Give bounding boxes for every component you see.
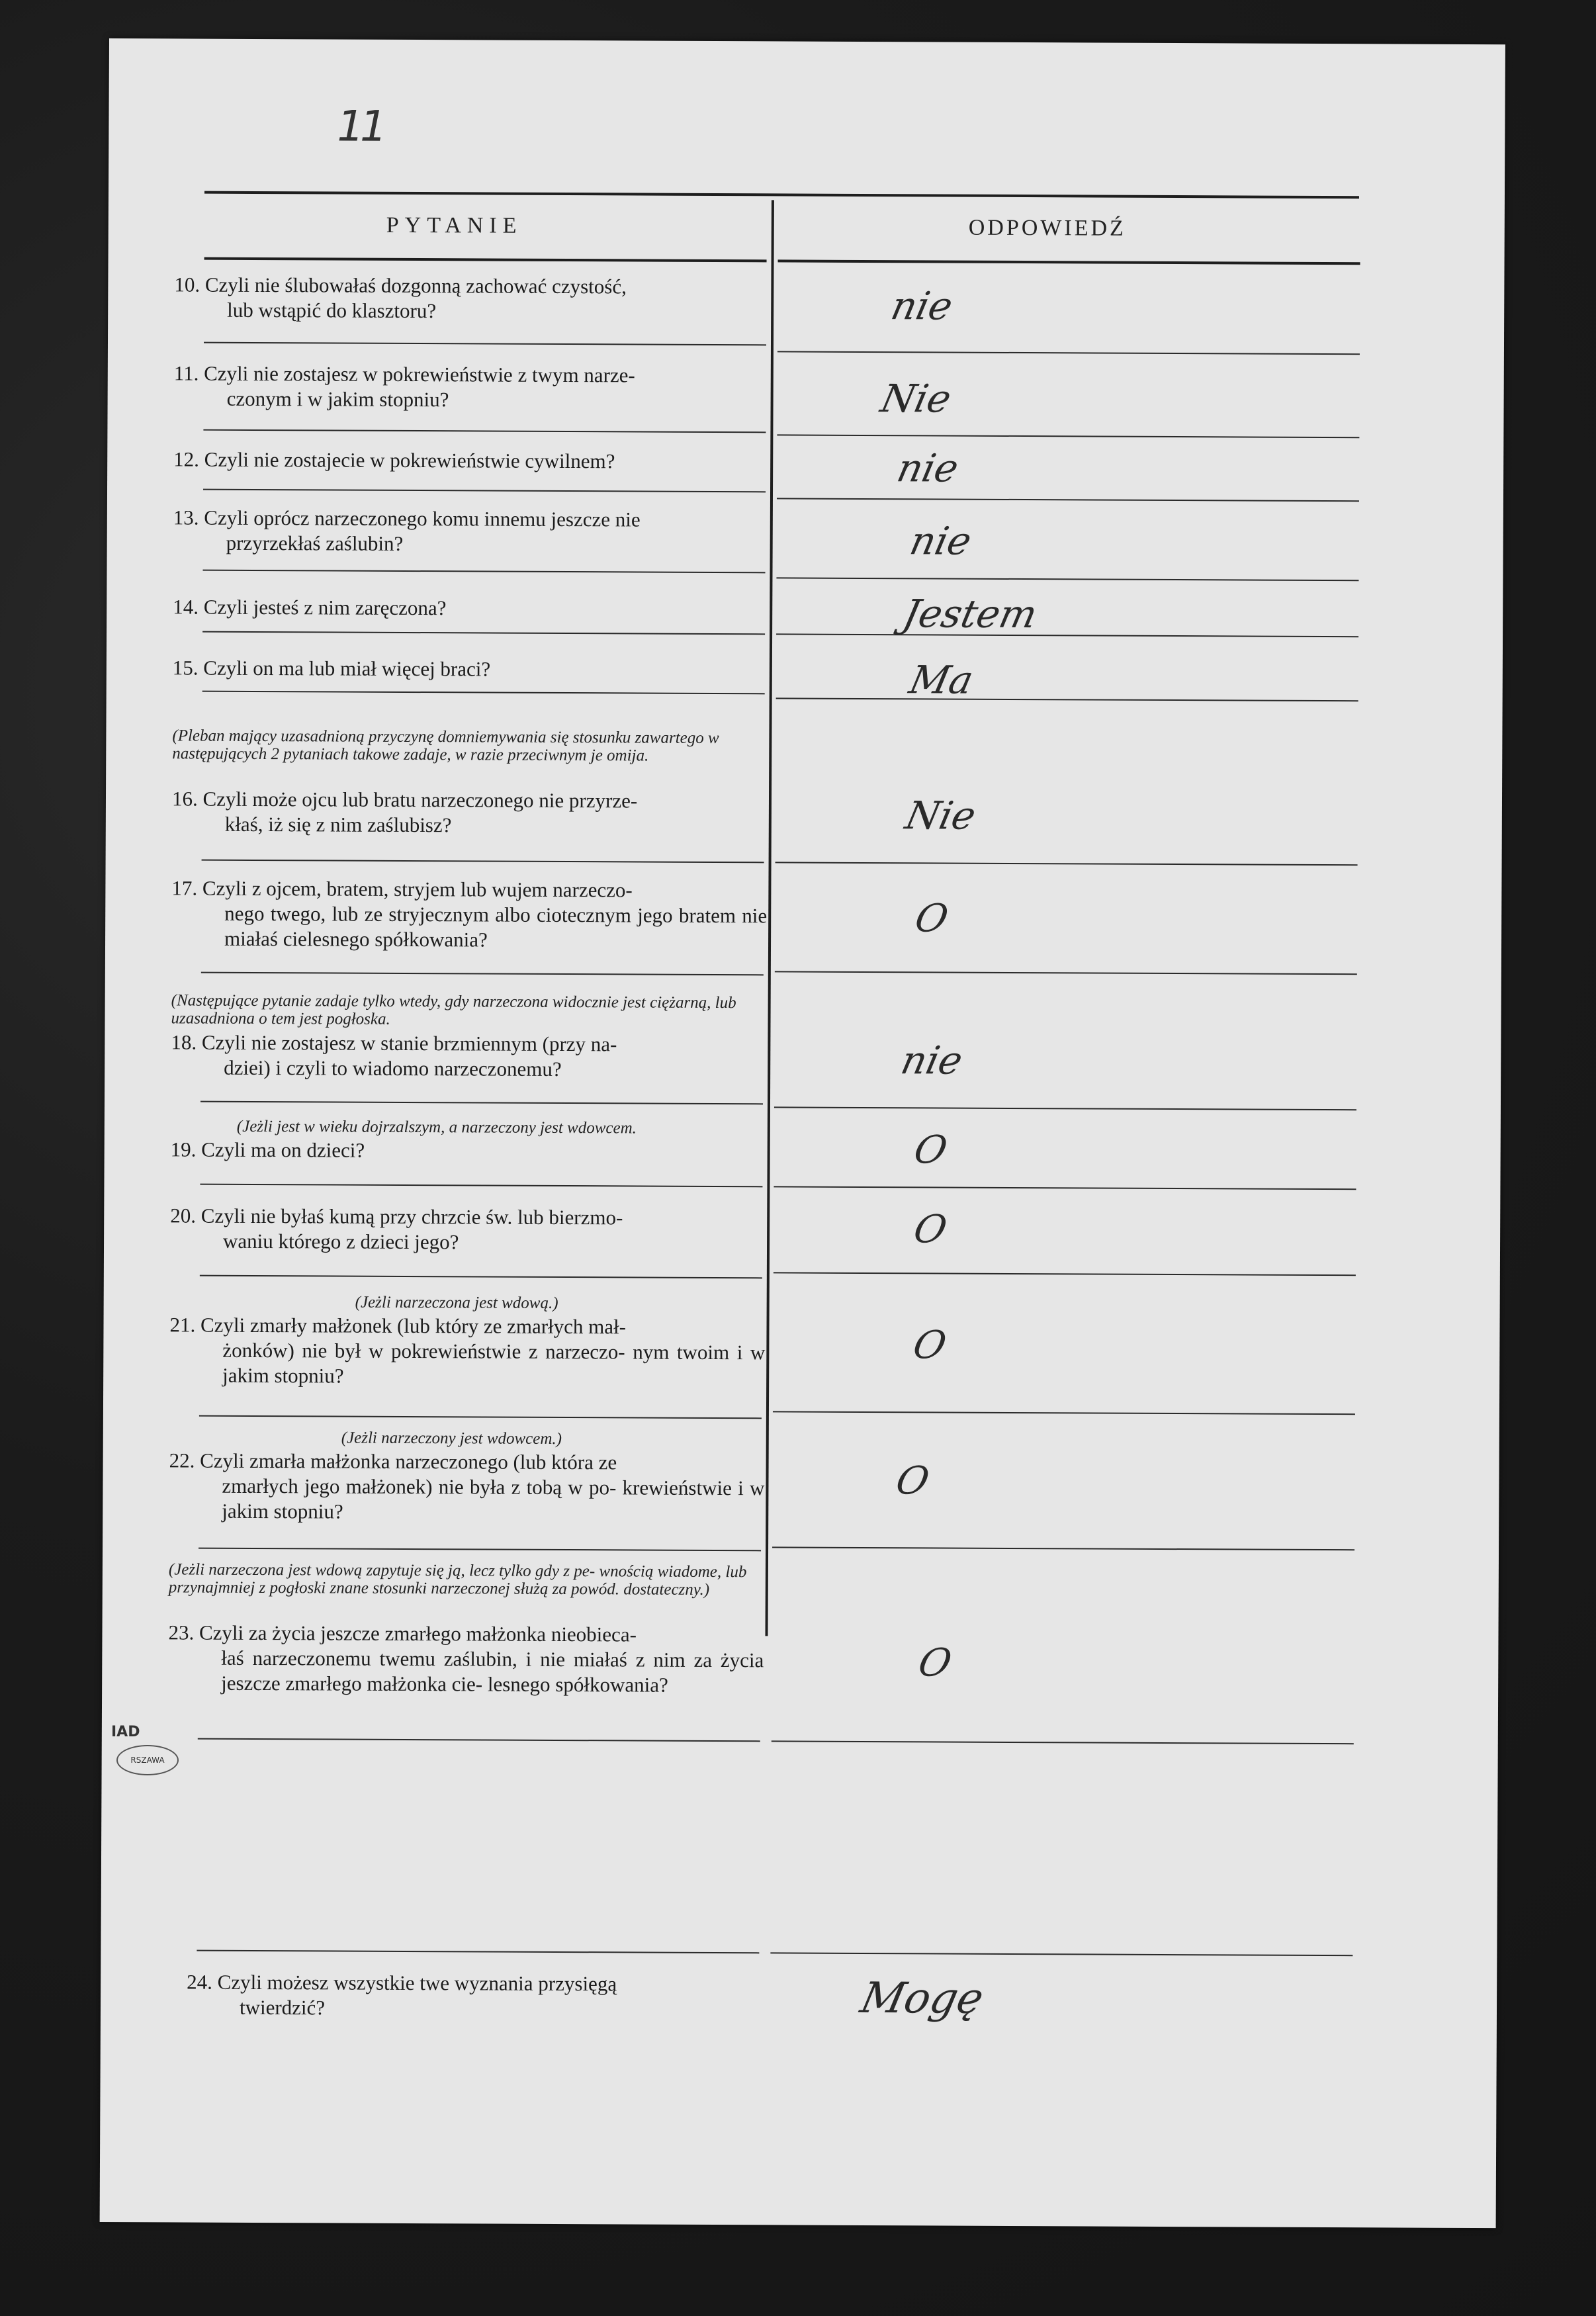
answer-13: nie (906, 518, 976, 564)
rule-20-right (774, 1272, 1356, 1276)
rule-11-left (203, 429, 766, 433)
rule-18-left (200, 1101, 763, 1105)
note-19 (237, 1118, 760, 1137)
rule-20-left (200, 1275, 762, 1279)
question-text: Czyli on ma lub miał więcej braci? (203, 656, 491, 681)
note-16 (172, 727, 761, 765)
question-21 (169, 1312, 765, 1390)
question-20 (170, 1203, 766, 1256)
question-text: Czyli nie zostajesz w pokrewieństwie z twym narze- (204, 361, 635, 387)
rule-14-left (202, 631, 765, 635)
question-17 (171, 875, 767, 954)
note-text: (Następujące pytanie zadaje tylko wtedy, gdy narzeczona widocznie jest ciężarną, lub uzasadniona o tem jest pogłoska. (171, 991, 736, 1028)
answer-16: Nie (901, 793, 980, 838)
rule-blank-left (197, 1950, 759, 1954)
rule-19-right (774, 1186, 1356, 1190)
answer-20: O (909, 1206, 952, 1252)
rule-18-right (774, 1106, 1356, 1110)
question-text-cont: żonków) nie był w pokrewieństwie z narzeczo- nym twoim i w jakim stopniu? (222, 1338, 766, 1388)
question-16 (172, 786, 768, 839)
rule-12-left (203, 489, 766, 493)
note-18 (171, 991, 760, 1030)
rule-16-left (202, 860, 764, 864)
question-text: Czyli jesteś z nim zaręczona? (203, 595, 447, 620)
question-text: Czyli oprócz narzeczonego komu innemu jeszcze nie (204, 506, 641, 531)
rule-13-right (776, 577, 1358, 581)
question-text: Czyli ma on dzieci? (201, 1137, 365, 1162)
rule-13-left (202, 570, 765, 574)
question-text: Czyli zmarły małżonek (lub który ze zmarłych mał- (200, 1313, 627, 1339)
question-13 (173, 505, 769, 558)
rule-blank-right (770, 1952, 1352, 1956)
answer-23: O (914, 1640, 956, 1685)
stamp-ring (116, 1745, 179, 1775)
question-number: 11. (173, 361, 199, 385)
question-text: Czyli za życia jeszcze zmarłego małżonka nieobieca- (199, 1621, 637, 1646)
question-number: 22. (169, 1448, 195, 1472)
rule-17-left (201, 972, 764, 976)
question-text: Czyli nie ślubowałaś dozgonną zachować czystość, (204, 273, 627, 298)
answer-11: Nie (877, 376, 955, 422)
rule-17-right (775, 971, 1357, 975)
rule-16-right (776, 862, 1358, 866)
stamp-text: IAD (111, 1724, 140, 1740)
question-text-cont: czonym i w jakim stopniu? (226, 386, 449, 412)
question-number: 18. (171, 1030, 197, 1054)
question-11 (174, 361, 770, 414)
rule-10-right (777, 351, 1360, 355)
rule-15-left (202, 691, 765, 695)
question-10 (174, 272, 770, 325)
answer-10: nie (887, 283, 957, 329)
header-rule-right (778, 259, 1360, 265)
rule-21-right (773, 1411, 1355, 1415)
answer-12: nie (893, 445, 963, 491)
note-text: (Jeżli jest w wieku dojrzalszym, a narzeczony jest wdowcem. (236, 1117, 637, 1137)
rule-23-right (772, 1740, 1354, 1744)
question-text-cont: łaś narzeczonemu twemu zaślubin, i nie miałaś z nim za życia jeszcze zmarłego małżonka cie- lesnego spółkowania? (221, 1646, 764, 1697)
question-number: 23. (168, 1621, 195, 1644)
question-number: 13. (173, 506, 199, 529)
question-text: Czyli możesz wszystkie twe wyznania przysięgą (217, 1970, 617, 1996)
rule-21-left (199, 1415, 762, 1419)
question-23 (168, 1620, 764, 1698)
question-number: 20. (170, 1204, 197, 1227)
note-text: (Jeżli narzeczony jest wdowcem.) (341, 1429, 562, 1448)
question-number: 17. (171, 876, 198, 900)
note-23 (169, 1560, 758, 1599)
rule-12-right (777, 498, 1359, 502)
question-text-cont: zmarłych jego małżonek) nie była z tobą w po- krewieństwie i w jakim stopniu? (222, 1474, 765, 1523)
question-text-cont: lub wstąpić do klasztoru? (227, 298, 437, 323)
question-15 (173, 655, 768, 683)
rule-22-left (199, 1548, 761, 1552)
question-12 (173, 447, 769, 474)
question-24 (187, 1970, 762, 2023)
question-text: Czyli nie byłaś kumą przy chrzcie św. lub bierzmo- (200, 1204, 623, 1229)
question-text: Czyli nie zostajesz w stanie brzmiennym (przy na- (201, 1030, 617, 1056)
question-18 (171, 1030, 766, 1083)
answer-17: O (910, 895, 953, 941)
rule-19-left (200, 1184, 762, 1188)
folio-number: 11 (337, 102, 384, 152)
rule-23-left (198, 1738, 760, 1742)
question-text-cont: przyrzekłaś zaślubin? (226, 531, 404, 555)
stamp-ring-text: RSZAWA (130, 1756, 165, 1765)
question-number: 21. (169, 1313, 196, 1337)
top-rule (204, 191, 1359, 199)
rule-10-left (204, 342, 766, 346)
question-number: 10. (174, 273, 200, 296)
header-question: PYTANIE (386, 212, 523, 238)
rule-15-right (776, 697, 1358, 701)
header-rule-left (204, 257, 767, 263)
note-text: (Jeżli narzeczona jest wdową.) (355, 1293, 558, 1312)
question-text-cont: dziei) i czyli to wiadomo narzeczonemu? (224, 1055, 562, 1081)
answer-14: Jestem (899, 591, 1042, 637)
question-text-cont: nego twego, lub ze stryjecznym albo ciotecznym jego bratem nie miałaś cielesnego spółkowania? (224, 901, 768, 952)
answer-15: Ma (905, 657, 978, 703)
question-number: 12. (173, 447, 200, 471)
question-number: 14. (173, 595, 199, 619)
rule-14-right (776, 633, 1358, 637)
archive-stamp (111, 1724, 184, 1777)
question-number: 16. (171, 787, 198, 811)
note-text: (Pleban mający uzasadnioną przyczynę domniemywania się stosunku zawartego w następujących 2 pytaniach takowe zadaje, w razie przeciwnym je omija. (172, 727, 719, 765)
question-number: 15. (172, 656, 199, 680)
answer-24: Mogę (856, 1974, 989, 2024)
note-text: (Jeżli narzeczona jest wdową zapytuje się ją, lecz tylko gdy z pe- wnością wiadome, lub przynajmniej z pogłoski znane stosunki narzeczonej służą za powód. dostateczny.) (168, 1560, 747, 1599)
rule-11-right (777, 434, 1359, 438)
answer-22: O (892, 1458, 934, 1503)
question-text: Czyli nie zostajecie w pokrewieństwie cywilnem? (204, 447, 615, 473)
question-text-cont: waniu którego z dzieci jego? (222, 1229, 459, 1254)
question-text-cont: twierdzić? (239, 1995, 326, 2020)
note-22 (341, 1429, 752, 1449)
question-number: 19. (170, 1137, 197, 1161)
note-21 (355, 1294, 752, 1314)
question-text: Czyli zmarła małżonka narzeczonego (lub która ze (200, 1448, 617, 1474)
rule-22-right (772, 1546, 1354, 1550)
header-answer: ODPOWIEDŹ (968, 215, 1126, 241)
answer-21: O (909, 1322, 951, 1368)
answer-19: O (910, 1127, 952, 1173)
document-sheet (100, 38, 1505, 2228)
question-text: Czyli z ojcem, bratem, stryjem lub wujem narzeczo- (202, 876, 633, 902)
answer-18: nie (897, 1038, 967, 1083)
question-text-cont: kłaś, iż się z nim zaślubisz? (224, 812, 452, 837)
question-14 (173, 594, 768, 622)
question-19 (171, 1137, 766, 1165)
question-number: 24. (187, 1970, 213, 1994)
question-text: Czyli może ojcu lub bratu narzeczonego nie przyrze- (202, 787, 638, 813)
question-22 (169, 1448, 764, 1526)
